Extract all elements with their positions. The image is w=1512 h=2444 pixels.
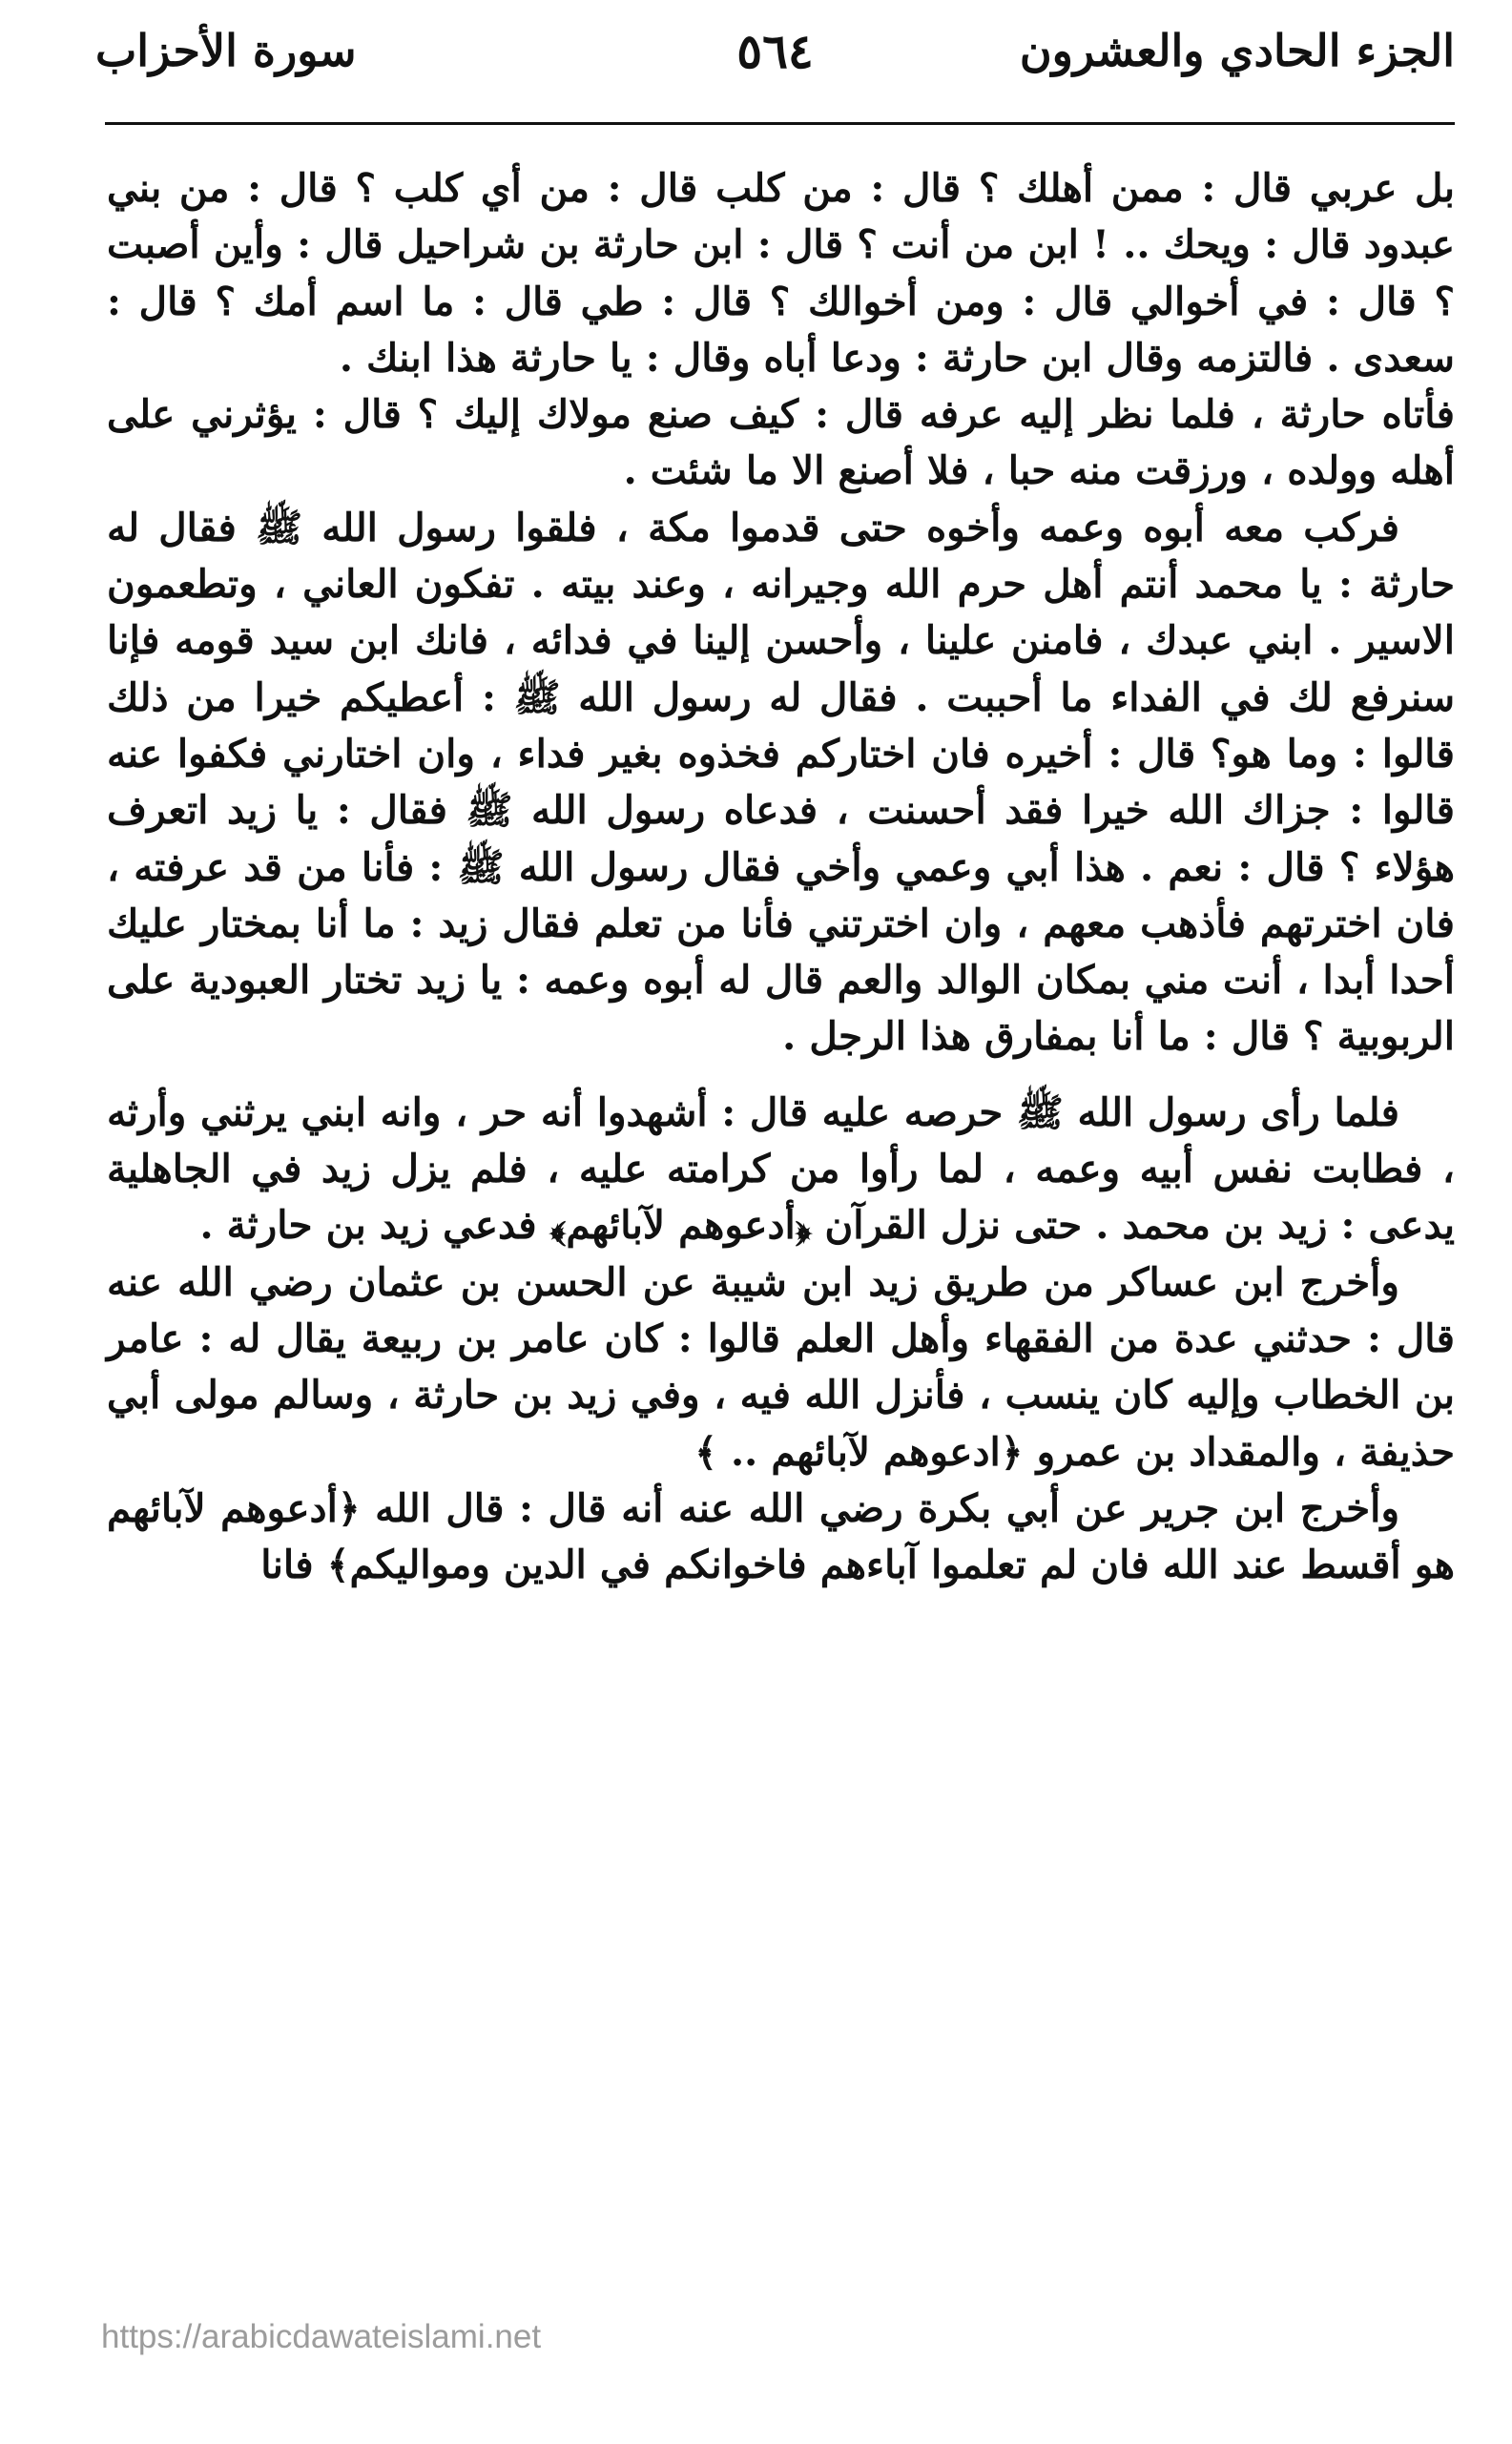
paragraph: فأتاه حارثة ، فلما نظر إليه عرفه قال : كيف صنع مولاك إليك ؟ قال : يؤثرني على أهله وولده ، ورزقت منه حبا ، فلا أصنع الا ما شئت .: [107, 391, 1455, 494]
header-divider: [105, 122, 1455, 125]
watermark-url: https://arabicdawateislami.net: [101, 2318, 542, 2355]
paragraph: وأخرج ابن جرير عن أبي بكرة رضي الله عنه أنه قال : قال الله ﴿أدعوهم لآبائهم هو أقسط عند الله فان لم تعلموا آباءهم فاخوانكم في الدين ومواليكم﴾ فانا: [107, 1484, 1455, 1588]
page-number: ٥٦٤: [736, 23, 814, 79]
paragraph: وأخرج ابن عساكر من طريق زيد ابن شيبة عن الحسن بن عثمان رضي الله عنه قال : حدثني عدة من الفقهاء وأهل العلم قالوا : كان عامر بن ربيعة يقال له : عامر بن الخطاب وإليه كان ينسب ، فأنزل الله فيه ، وفي زيد بن حارثة ، وسالم مولى أبي حذيفة ، والمقداد بن عمرو ﴿ادعوهم لآبائهم .. ﴾: [107, 1258, 1455, 1475]
paragraph: فلما رأى رسول الله ﷺ حرصه عليه قال : أشهدوا أنه حر ، وانه ابني يرثني وأرثه ، فطابت نفس أبيه وعمه ، لما رأوا من كرامته عليه ، فلم يزل زيد في الجاهلية يدعى : زيد بن محمد . حتى نزل القرآن ﴿أدعوهم لآبائهم﴾ فدعي زيد بن حارثة .: [107, 1088, 1455, 1249]
juz-title: الجزء الحادي والعشرون: [1019, 25, 1455, 76]
page-body: [107, 160, 1455, 1593]
paragraph: بل عربي قال : ممن أهلك ؟ قال : من كلب قال : من أي كلب ؟ قال : من بني عبدود قال : ويحك .. ! ابن من أنت ؟ قال : ابن حارثة بن شراحيل قال : وأين أصبت ؟ قال : في أخوالي قال : ومن أخوالك ؟ قال : طي قال : ما اسم أمك ؟ قال : سعدى . فالتزمه وقال ابن حارثة : ودعا أباه وقال : يا حارثة هذا ابنك .: [107, 165, 1455, 381]
surah-title: سورة الأحزاب: [95, 25, 357, 76]
paragraph: فركب معه أبوه وعمه وأخوه حتى قدموا مكة ، فلقوا رسول الله ﷺ فقال له حارثة : يا محمد أنتم أهل حرم الله وجيرانه ، وعند بيته . تفكون العاني ، وتطعمون الاسير . ابني عبدك ، فامنن علينا ، وأحسن إلينا في فدائه ، فانك ابن سيد قومه فإنا سنرفع لك في الفداء ما أحببت . فقال له رسول الله ﷺ : أعطيكم خيرا من ذلك قالوا : وما هو؟ قال : أخيره فان اختاركم فخذوه بغير فداء ، وان اختارني فكفوا عنه قالوا : جزاك الله خيرا فقد أحسنت ، فدعاه رسول الله ﷺ فقال : يا زيد اتعرف هؤلاء ؟ قال : نعم . هذا أبي وعمي وأخي فقال رسول الله ﷺ : فأنا من قد عرفته ، فان اخترتهم فأذهب معهم ، وان اخترتني فأنا من تعلم فقال زيد : ما أنا بمختار عليك أحدا أبدا ، أنت مني بمكان الوالد والعم قال له أبوه وعمه : يا زيد تختار العبودية على الربوبية ؟ قال : ما أنا بمفارق هذا الرجل .: [107, 504, 1455, 1060]
page-header: [95, 19, 1455, 105]
